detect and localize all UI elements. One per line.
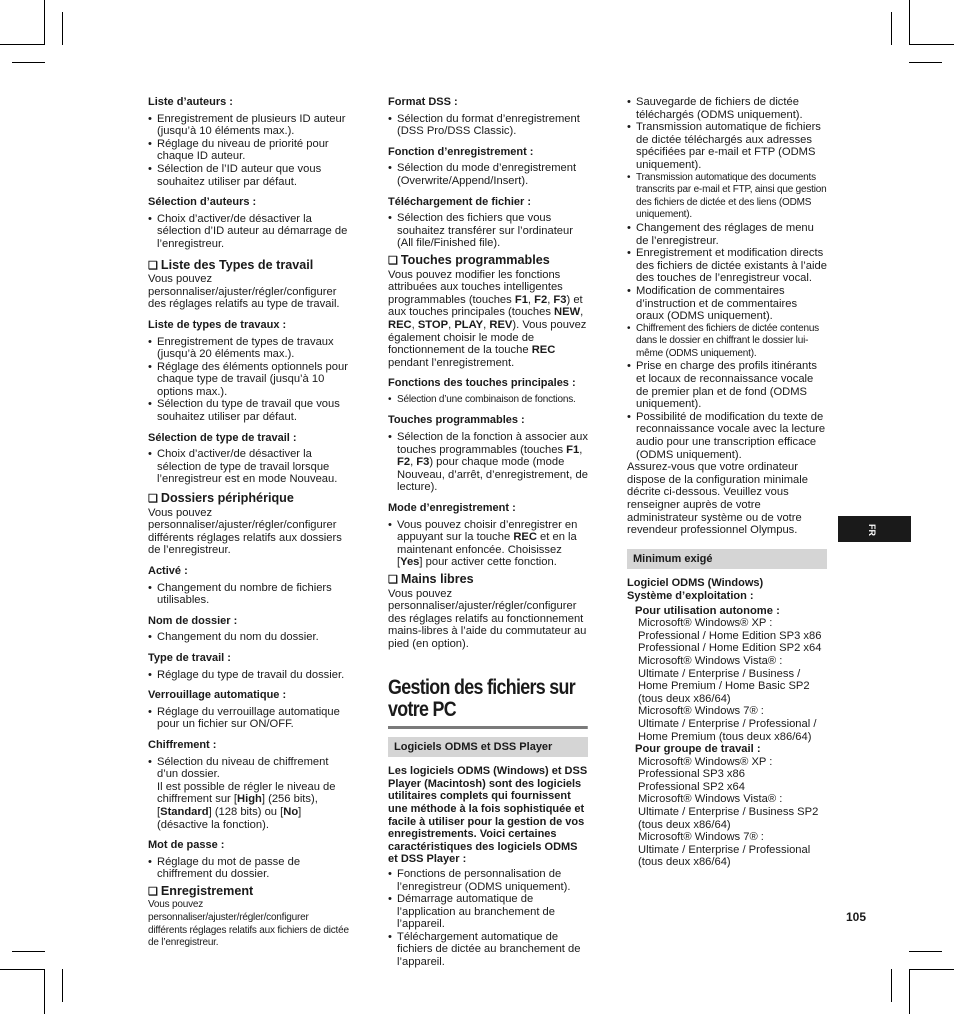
list-item: • Sélection de l’ID auteur que vous souhaitez utiliser par défaut. [148,163,350,188]
list-item: • Réglage du type de travail du dossier. [148,669,350,682]
list-item: • Sélection d’une combinaison de fonctions. [388,394,588,407]
recording-mode-list [388,519,588,569]
heading-main-keys: Fonctions des touches principales : [388,377,576,390]
os-line: Ultimate / Enterprise / Professional / Home Premium (tous deux x86/64) [638,717,817,743]
crop-mark [62,969,63,1002]
os-line: Ultimate / Enterprise / Professional (tous deux x86/64) [638,843,811,869]
option-high: High [237,793,262,806]
key-new: NEW [554,306,581,319]
os-line: Professional SP2 x64 [638,780,745,793]
list-item: • Transmission automatique de fichiers de dictée téléchargés aux adresses spécifiées par e-mail et FTP (ODMS uniquement). [627,121,827,171]
heading-author-selection: Sélection d’auteurs : [148,196,257,209]
heading-os: Système d’exploitation : [627,589,754,602]
list-item: • Transmission automatique des documents transcrits par e-mail et FTP, ainsi que gestion des fichiers de dictée et des liens (ODMS uniquement). [627,172,827,222]
list-item: • Réglage du verrouillage automatique pour un fichier sur ON/OFF. [148,706,350,731]
paragraph: Vous pouvez personnaliser/ajuster/régler/configurer des réglages relatifs au type de travail. [148,273,340,311]
heading-encryption: Chiffrement : [148,738,217,751]
paragraph: Assurez-vous que votre ordinateur dispose de la configuration minimale décrite ci-dessous. Veuillez vous renseigner auprès de votre administrateur système ou de votre revendeur professionnel Olympus. [627,461,808,537]
text: , [547,293,554,306]
section-worktypes [148,259,350,273]
text: ] (désactive la fonction). [157,805,302,831]
section-title: Touches programmables [400,252,550,267]
os-line: Microsoft® Windows 7® : [638,831,764,844]
checkbox-icon: ❏ [388,574,398,586]
heading-worktype-selection: Sélection de type de travail : [148,431,297,444]
heading-programmable-keys: Touches programmables : [388,414,525,427]
author-list [148,113,350,189]
list-item: • Sélection du mode d’enregistrement (Overwrite/Append/Insert). [388,162,588,187]
encryption-list [148,756,350,832]
crop-mark [0,969,45,970]
heading-autolock: Verrouillage automatique : [148,689,287,702]
crop-mark [909,62,942,63]
language-tab [838,516,911,542]
active-list [148,582,350,607]
heading-password: Mot de passe : [148,839,225,852]
key-f3: F3 [553,293,567,306]
heading-software: Logiciel ODMS (Windows) [627,577,764,590]
text: , [410,456,417,469]
list-item: • Sélection des fichiers que vous souhaitez transférer sur l’ordinateur (All file/Finished file). [388,212,588,250]
heading-active: Activé : [148,565,188,577]
folder-name-list [148,631,350,644]
os-requirements [627,605,827,869]
list-item: • Changement du nombre de fichiers utilisables. [148,582,350,607]
option-yes: Yes [400,556,420,569]
section-band-minimum: Minimum exigé [627,549,827,570]
text: , [580,306,584,319]
programmable-keys-list [388,431,588,494]
text: et en la maintenant enfoncée. Choisissez [ [397,531,577,569]
os-line: Ultimate / Enterprise / Business / Home Premium / Home Basic SP2 (tous deux x86/64) [638,667,810,705]
software-features-list [388,868,588,969]
list-item: • Possibilité de modification du texte de reconnaissance vocale avec la lecture audio pour une transcription efficace (ODMS uniquement). [627,411,827,461]
list-item: • Modification de commentaires d’instruction et de commentaires oraux (ODMS uniquement). [627,285,827,323]
key-rec: REC [513,531,537,544]
password-list [148,856,350,881]
text: ) pour chaque mode (mode Nouveau, d’arrêt, d’enregistrement, de lecture). [397,456,588,494]
section-title: Mains libres [400,572,474,586]
os-line: Microsoft® Windows Vista® : [638,654,783,667]
key-f2: F2 [397,456,411,469]
text: ] (128 bits) ou [ [208,805,284,818]
list-item [388,519,588,569]
crop-mark [891,969,892,1002]
column-2 [388,96,588,977]
main-keys-list [388,394,588,407]
key-f1: F1 [514,293,528,306]
text: Sélection du niveau de chiffrement d’un dossier. [157,755,329,781]
list-item: • Changement des réglages de menu de l’enregistreur. [627,222,827,247]
text: , [527,293,535,306]
page-number: 105 [846,910,867,924]
list-item: • Chiffrement des fichiers de dictée contenus dans le dossier en chiffrant le dossier lui-même (ODMS uniquement). [627,323,827,361]
list-item: • Sauvegarde de fichiers de dictée téléchargés (ODMS uniquement). [627,96,827,121]
crop-mark [909,951,942,952]
list-item: • Enregistrement de types de travaux (jusqu’à 20 éléments max.). [148,336,350,361]
paragraph-software: Les logiciels ODMS (Windows) et DSS Player (Macintosh) sont des logiciels utilitaires complets qui fournissent une méthode à la fois sophistiquée et facile à utiliser pour la gestion de vos enregistrements. Voici certaines caractéristiques des logiciels ODMS et DSS Player : [388,765,588,866]
language-tab-label: FR [867,524,877,536]
key-stop: STOP [417,318,449,331]
list-item: • Enregistrement de plusieurs ID auteur (jusqu’à 10 éléments max.). [148,113,350,138]
list-item [388,431,588,494]
heading-recording-mode: Mode d’enregistrement : [388,502,516,515]
worktype-selection-list [148,448,350,486]
list-item: • Téléchargement automatique de fichiers de dictée au branchement de l’appareil. [388,931,588,969]
section-title: Enregistrement [160,883,254,898]
text: ] (256 bits), [ [157,793,318,818]
checkbox-icon: ❏ [148,259,158,272]
list-item: • Sélection du format d’enregistrement (DSS Pro/DSS Classic). [388,113,588,138]
recording-function-list [388,162,588,187]
worktype-folder-list [148,669,350,682]
list-item [148,756,350,832]
heading-dss-format: Format DSS : [388,96,458,108]
paragraph: Vous pouvez personnaliser/ajuster/régler/configurer des réglages relatifs au fonctionnement mains-libres à l’aide du commutateur au pied (en option). [388,587,587,650]
crop-mark [891,12,892,45]
checkbox-icon: ❏ [388,254,398,267]
paragraph: Vous pouvez personnaliser/ajuster/régler/configurer différents réglages relatifs aux fichiers de dictée de l’enregistreur. [148,899,349,949]
key-rec: REC [531,344,556,357]
crop-mark [909,969,910,1014]
section-programmable-keys [388,254,588,268]
key-play: PLAY [454,318,484,331]
section-hands-free [388,573,588,587]
os-line: Microsoft® Windows 7® : [638,705,764,718]
section-folders [148,492,350,506]
column-3 [627,96,827,869]
os-line: Professional SP3 x86 [638,768,745,781]
heading-folder-name: Nom de dossier : [148,614,238,627]
os-line: Microsoft® Windows® XP : [638,755,773,768]
chapter-title: Gestion des fichiers sur votre PC [388,677,588,729]
dss-format-list [388,113,588,138]
heading-worktype: Type de travail : [148,651,231,664]
key-rec: REC [388,318,412,331]
list-item: • Changement du nom du dossier. [148,631,350,644]
author-selection-list [148,213,350,251]
os-line: Ultimate / Enterprise / Business SP2 (tous deux x86/64) [638,806,819,831]
option-no: No [283,805,299,818]
crop-mark [909,0,910,45]
text: Il est possible de régler le niveau de chiffrement sur [ [157,780,336,806]
crop-mark [909,969,954,970]
heading-file-upload: Téléchargement de fichier : [388,195,532,208]
text: pendant l’enregistrement. [388,356,515,369]
software-features-list-continued [627,96,827,461]
text: ) et aux touches principales (touches [388,293,583,319]
text: , [579,443,583,456]
crop-mark [0,44,45,45]
section-title: Dossiers périphérique [160,491,294,506]
list-item: • Choix d’activer/de désactiver la sélection d’ID auteur au démarrage de l’enregistreur. [148,213,350,251]
paragraph [388,269,588,370]
os-line: Professional / Home Edition SP3 x86 [638,629,822,642]
option-standard: Standard [160,805,209,818]
crop-mark [44,969,45,1014]
section-recording [148,885,350,899]
crop-mark [12,951,45,952]
text: , [448,318,455,331]
key-rev: REV [489,318,513,331]
section-title: Liste des Types de travail [160,257,314,272]
crop-mark [44,0,45,45]
os-line: Microsoft® Windows Vista® : [638,793,783,806]
autolock-list [148,706,350,731]
heading-recording-function: Fonction d’enregistrement : [388,145,534,158]
text: , [483,318,490,331]
section-band-software: Logiciels ODMS et DSS Player [388,737,588,758]
list-item: • Sélection du type de travail que vous souhaitez utiliser par défaut. [148,398,350,423]
checkbox-icon: ❏ [148,493,158,506]
heading-worktype-list: Liste de types de travaux : [148,318,287,331]
heading-author-list: Liste d’auteurs : [148,96,233,108]
text: Vous pouvez modifier les fonctions attribuées aux touches intelligentes programmables (touches [388,268,563,306]
list-item: • Enregistrement et modification directs des fichiers de dictée existants à l’aide des touches de l’enregistreur vocal. [627,247,827,285]
crop-mark [62,12,63,45]
crop-mark [12,62,45,63]
os-line: Microsoft® Windows® XP : [638,617,773,630]
text: ). Vous pouvez également choisir le mode de fonctionnement de la touche [388,318,587,357]
text: ] pour activer cette fonction. [419,556,557,569]
paragraph: Vous pouvez personnaliser/ajuster/régler/configurer différents réglages relatifs aux dossiers de l’enregistreur. [148,506,342,557]
list-item: • Prise en charge des profils itinérants et locaux de reconnaissance vocale de premier plan et de fond (ODMS uniquement). [627,360,827,410]
checkbox-icon: ❏ [148,885,158,898]
text: , [411,318,418,331]
list-item: • Réglage du mot de passe de chiffrement du dossier. [148,856,350,881]
list-item: • Réglage des éléments optionnels pour chaque type de travail (jusqu’à 10 options max.). [148,361,350,399]
key-f1: F1 [566,443,580,456]
list-item: • Choix d’activer/de désactiver la sélection de type de travail lorsque l’enregistreur est en mode Nouveau. [148,448,350,486]
column-1 [148,96,350,958]
worktype-list [148,336,350,424]
list-item: • Réglage du niveau de priorité pour chaque ID auteur. [148,138,350,163]
file-upload-list [388,212,588,250]
key-f2: F2 [534,293,548,306]
text: Sélection de la fonction à associer aux touches programmables (touches [397,431,588,456]
crop-mark [909,44,954,45]
heading-workgroup: Pour groupe de travail : [635,743,761,756]
text: Vous pouvez choisir d’enregistrer en appuyant sur la touche [397,518,578,544]
list-item: • Démarrage automatique de l’application au branchement de l’appareil. [388,893,588,931]
heading-standalone: Pour utilisation autonome : [635,604,780,617]
os-line: Professional / Home Edition SP2 x64 [638,642,822,655]
list-item: • Fonctions de personnalisation de l’enregistreur (ODMS uniquement). [388,868,588,893]
key-f3: F3 [416,456,430,469]
